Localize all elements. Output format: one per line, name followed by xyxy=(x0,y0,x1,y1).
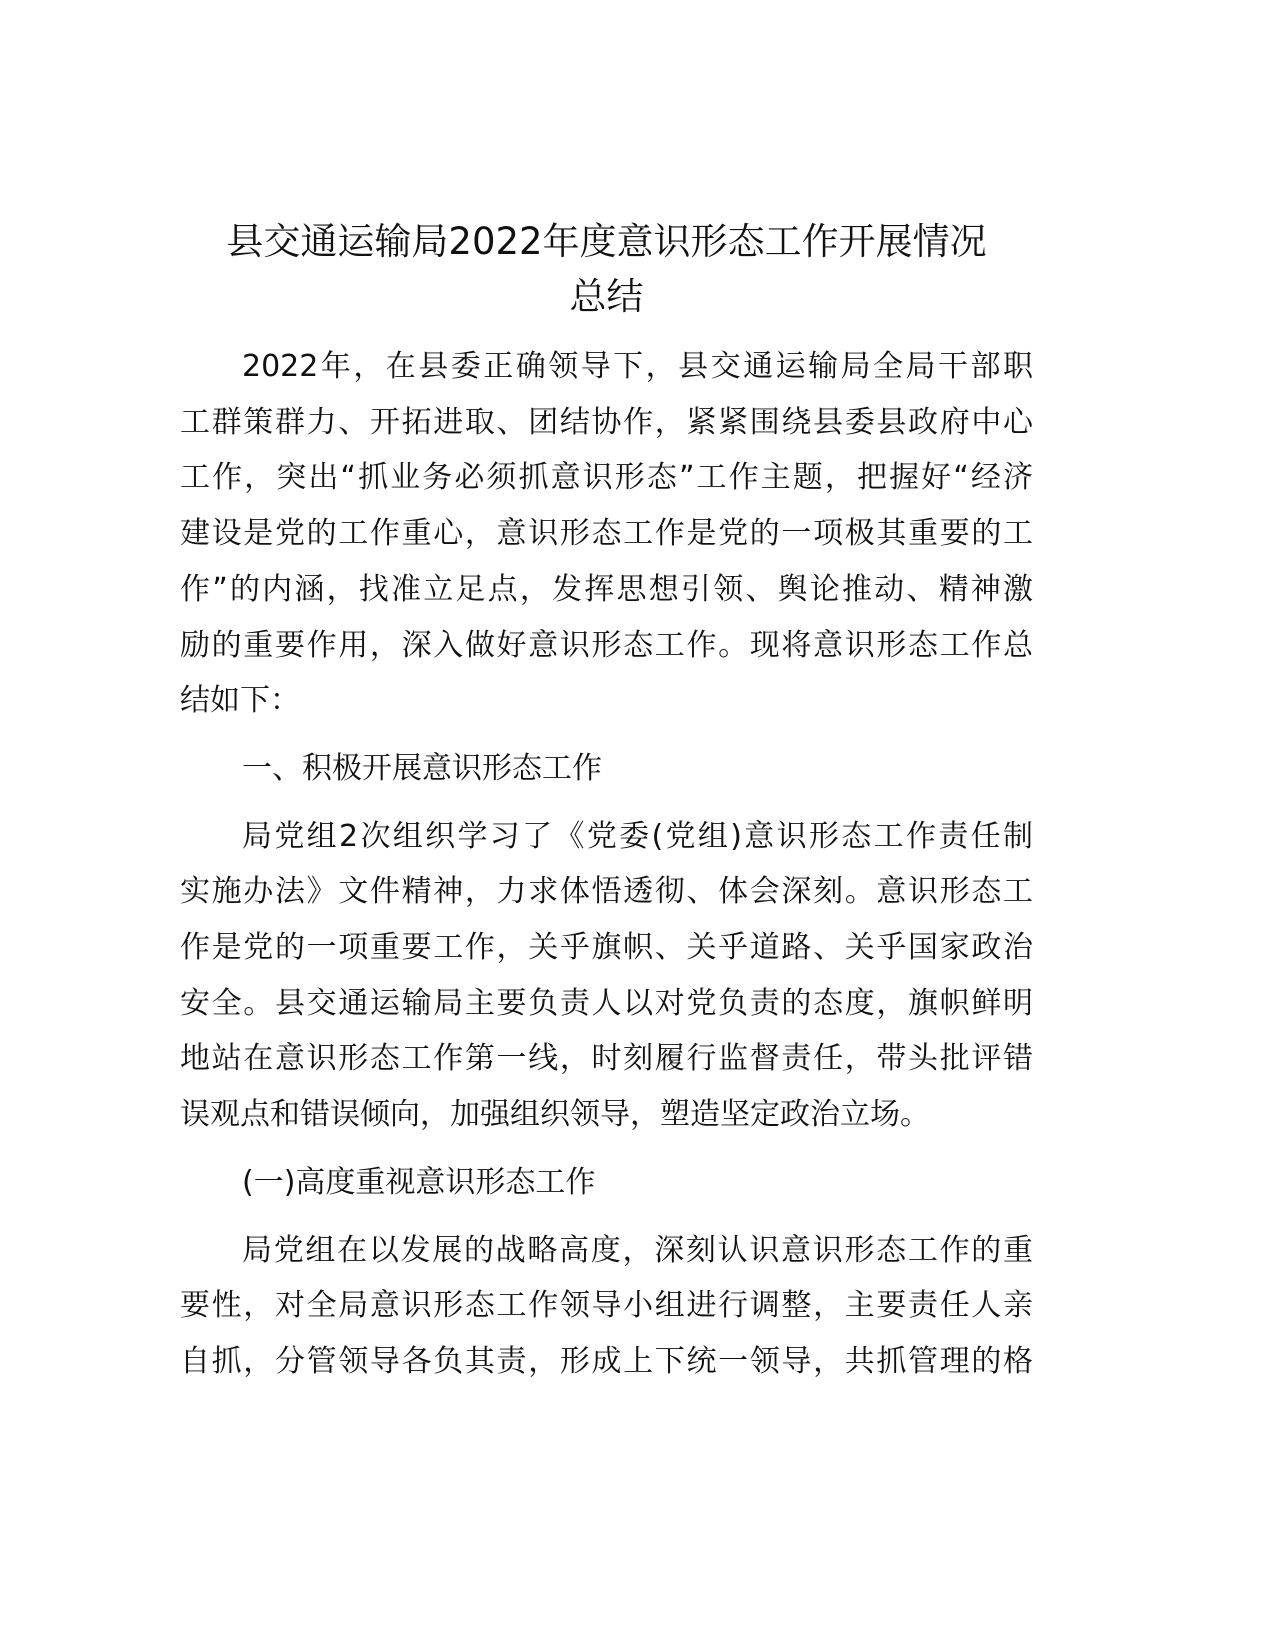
body-paragraph xyxy=(180,1223,1033,1390)
text-line: 局党组2次组织学习了《党委(党组)意识形态工作责任制 xyxy=(242,818,1033,854)
document-body xyxy=(180,339,1033,1390)
text-line: 工群策群力、开拓进取、团结协作，紧紧围绕县委县政府中心 xyxy=(180,404,1033,440)
body-paragraph xyxy=(180,339,1033,729)
text-line: 建设是党的工作重心，意识形态工作是党的一项极其重要的工 xyxy=(180,516,1033,552)
title-line: 总结 xyxy=(569,275,644,318)
text-line: 作”的内涵，找准立足点，发挥思想引领、舆论推动、精神激 xyxy=(180,571,1033,607)
text-line: 作是党的一项重要工作，关乎旗帜、关乎道路、关乎国家政治 xyxy=(180,930,1033,966)
section-heading xyxy=(180,1155,1033,1211)
document-page xyxy=(180,214,1033,1390)
text-line: 实施办法》文件精神，力求体悟透彻、体会深刻。意识形态工 xyxy=(180,874,1033,910)
text-line: 局党组在以发展的战略高度，深刻认识意识形态工作的重 xyxy=(242,1232,1033,1268)
text-line: 误观点和错误倾向，加强组织领导，塑造坚定政治立场。 xyxy=(180,1097,930,1133)
text-line: 自抓，分管领导各负其责，形成上下统一领导，共抓管理的格 xyxy=(180,1343,1033,1379)
document-title xyxy=(180,214,1033,324)
text-line: 2022年，在县委正确领导下，县交通运输局全局干部职 xyxy=(242,349,1033,384)
body-paragraph xyxy=(180,809,1033,1143)
text-line: 结如下： xyxy=(180,683,300,719)
text-line: 工作，突出“抓业务必须抓意识形态”工作主题，把握好“经济 xyxy=(180,460,1033,496)
text-line: 地站在意识形态工作第一线，时刻履行监督责任，带头批评错 xyxy=(180,1041,1033,1077)
text-line: 要性，对全局意识形态工作领导小组进行调整，主要责任人亲 xyxy=(180,1288,1033,1324)
text-line: 一、积极开展意识形态工作 xyxy=(242,750,602,786)
text-line: 安全。县交通运输局主要负责人以对党负责的态度，旗帜鲜明 xyxy=(180,985,1033,1021)
title-line: 县交通运输局2022年度意识形态工作开展情况 xyxy=(226,220,987,263)
text-line: 励的重要作用，深入做好意识形态工作。现将意识形态工作总 xyxy=(180,627,1033,663)
text-line: (一)高度重视意识形态工作 xyxy=(242,1164,596,1200)
section-heading xyxy=(180,741,1033,797)
